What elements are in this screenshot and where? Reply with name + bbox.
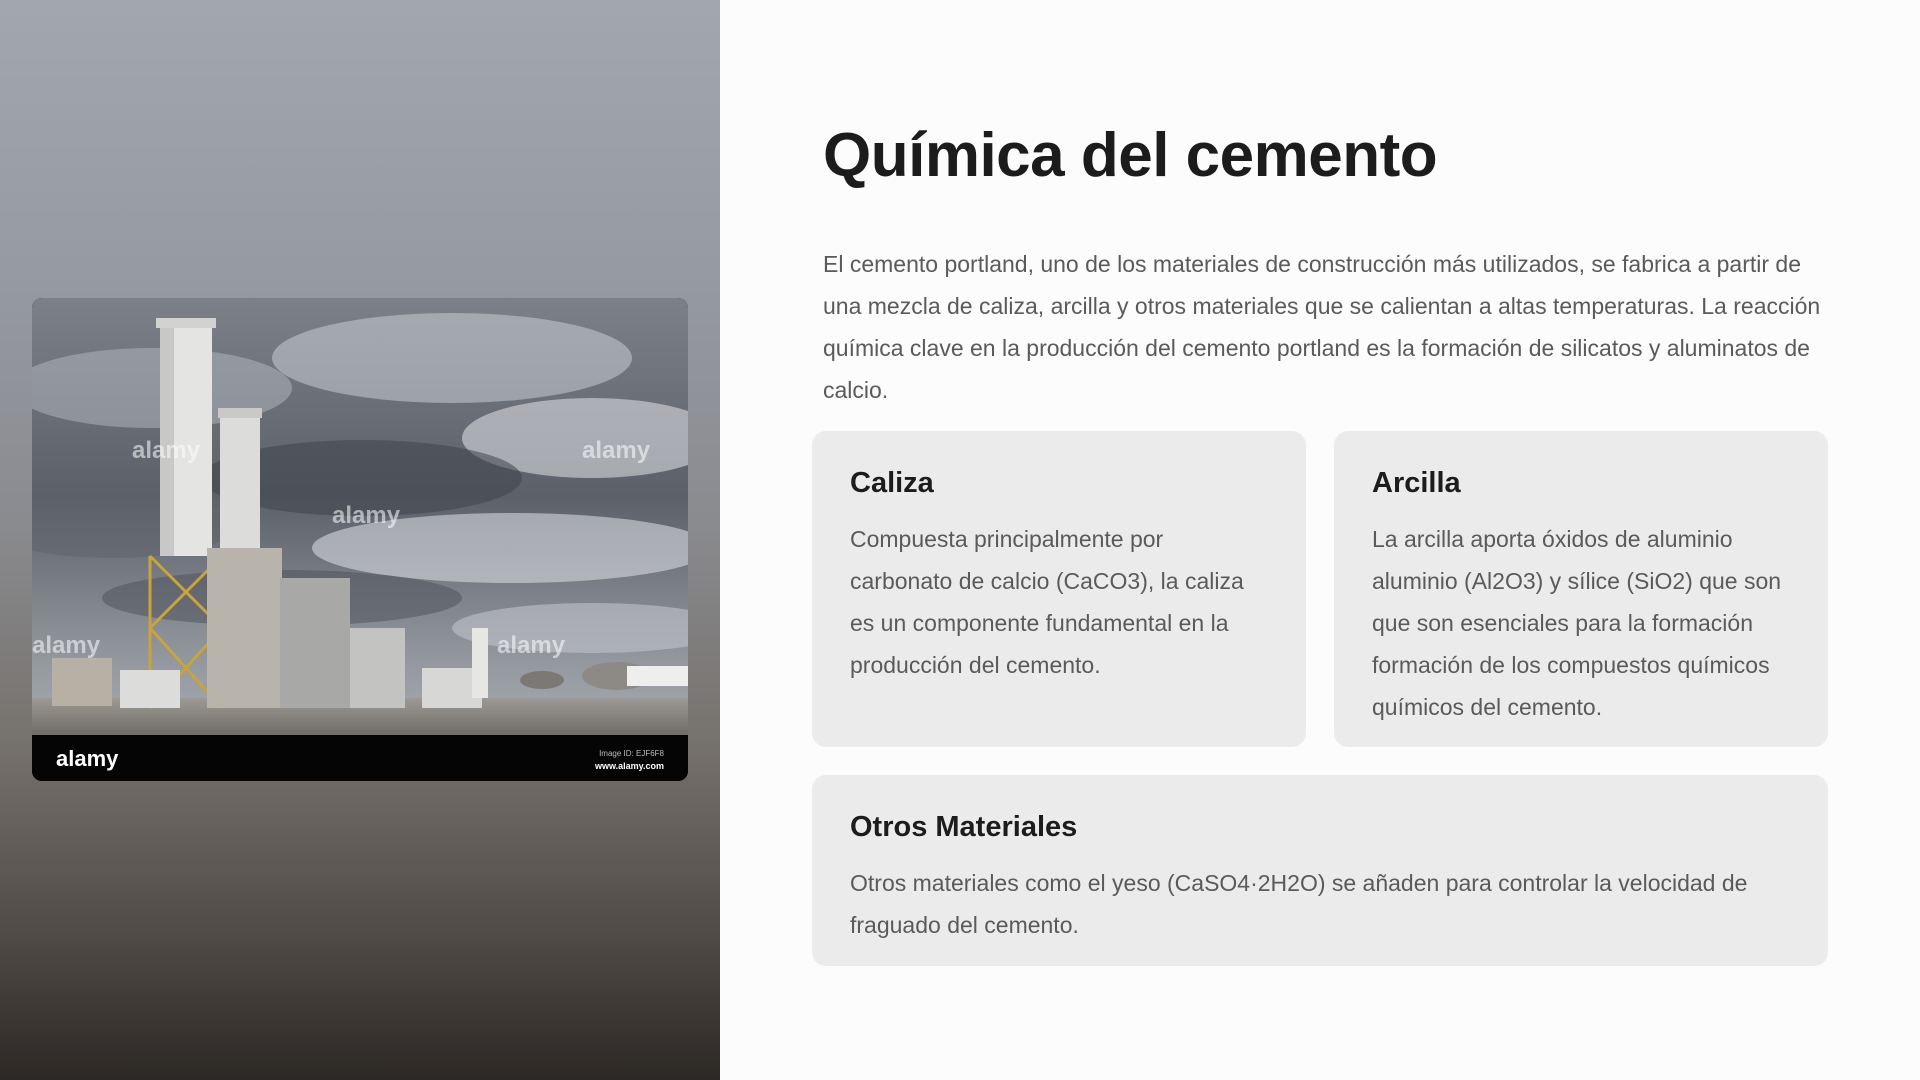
card-caliza (812, 431, 1306, 747)
slide-title: Química del cemento (823, 121, 1438, 190)
watermark-text: alamy (582, 437, 651, 464)
card-otros-materiales (812, 775, 1828, 966)
left-image-panel (0, 0, 720, 1080)
card-heading: Otros Materiales (850, 811, 1078, 843)
card-body: Compuesta principalmente por carbonato de calcio (CaCO3), la caliza es un componente fundamental en la producción del cemento. (850, 526, 1244, 678)
content-panel (720, 0, 1920, 1080)
card-arcilla (1334, 431, 1828, 747)
watermark-text: alamy (32, 632, 101, 659)
card-body: La arcilla aporta óxidos de aluminio aluminio (Al2O3) y sílice (SiO2) que son que son esenciales para la formación formación de los compuestos químicos químicos del cemento. (1372, 526, 1782, 720)
watermark-text: alamy (332, 502, 401, 529)
watermark-text: alamy (497, 632, 566, 659)
photo-image-id: Image ID: EJF6F8 (599, 749, 664, 758)
card-heading: Caliza (850, 467, 934, 499)
watermark-text: alamy (132, 437, 201, 464)
cement-plant-photo (32, 298, 688, 781)
intro-paragraph: El cemento portland, uno de los materiales de construcción más utilizados, se fabrica a partir de una mezcla de caliza, arcilla y otros materiales que se calientan a altas temperaturas. La reacción química clave en la producción del cemento portland es la formación de silicatos y aluminatos de calcio. (823, 251, 1821, 403)
card-heading: Arcilla (1372, 467, 1461, 499)
photo-brand: alamy (56, 746, 119, 771)
photo-site: www.alamy.com (594, 761, 664, 771)
card-body: Otros materiales como el yeso (CaSO4·2H2O) se añaden para controlar la velocidad de fraguado del cemento. (850, 870, 1748, 938)
